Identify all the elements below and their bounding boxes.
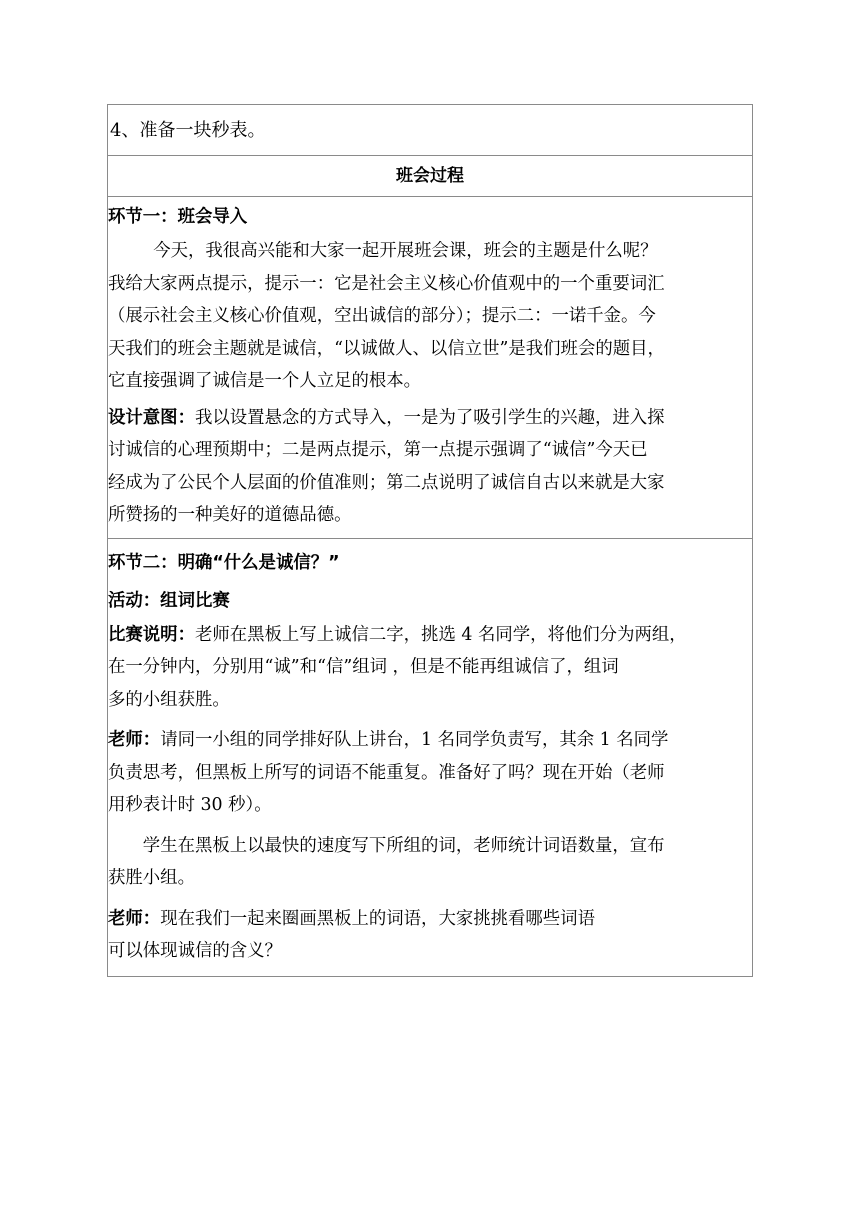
section1-body: [108, 235, 752, 398]
teacher-line: 现在我们一起来圈画黑板上的词语，大家挑挑看哪些词语: [160, 908, 595, 929]
process-heading-row: [108, 156, 752, 197]
section1-line: 今天，我很高兴能和大家一起开展班会课，班会的主题是什么呢？: [153, 241, 658, 261]
design-intent-line: 经成为了公民个人层面的价值准则；第二点说明了诚信自古以来就是大家: [108, 472, 665, 493]
teacher-line: 可以体现诚信的含义？: [108, 941, 282, 961]
section1-line: 天我们的班会主题就是诚信，“以诚做人、以信立世”是我们班会的题目，: [108, 338, 665, 359]
prep-item-4: 4、准备一块秒表。: [110, 120, 266, 141]
design-intent-line: 所赞扬的一种美好的道德品德。: [108, 505, 352, 525]
section1-line: 它直接强调了诚信是一个人立足的根本。: [108, 371, 422, 391]
teacher-line: 用秒表计时 30 秒）。: [108, 795, 272, 815]
teacher-line: 负责思考，但黑板上所写的词语不能重复。准备好了吗？现在开始（老师: [108, 762, 665, 783]
teacher-label: 老师：: [108, 730, 161, 750]
section2-cell: [108, 545, 752, 976]
teacher-instruction-1: [108, 724, 752, 822]
student-line: 学生在黑板上以最快的速度写下所组的词，老师统计词语数量，宣布: [142, 835, 665, 856]
contest-rules-line: 在一分钟内，分别用“诚”和“信”组词 ，但是不能再组诚信了，组词: [108, 657, 619, 677]
lesson-plan-table: [107, 104, 753, 977]
section1-line: （展示社会主义核心价值观，空出诚信的部分）；提示二：一诺千金。今: [108, 306, 656, 326]
design-intent-line: 讨诚信的心理预期中；二是两点提示，第一点提示强调了“诚信”今天已: [108, 440, 648, 460]
student-line: 获胜小组。: [108, 868, 195, 888]
section2-title: 环节二：明确“什么是诚信？”: [108, 552, 340, 573]
section1-title: 环节一：班会导入: [108, 207, 248, 227]
design-intent-label: 设计意图：: [108, 407, 195, 428]
contest-rules-line: 多的小组获胜。: [108, 689, 230, 710]
teacher-line: 请同一小组的同学排好队上讲台，1 名同学负责写，其余 1 名同学: [160, 730, 669, 750]
process-heading: 班会过程: [396, 166, 464, 186]
contest-rules: [108, 619, 752, 717]
teacher-instruction-2: [108, 903, 752, 968]
activity-title: 活动：组词比赛: [108, 590, 230, 611]
section1-line: 我给大家两点提示，提示一：它是社会主义核心价值观中的一个重要词汇: [108, 273, 665, 294]
contest-rules-line: 老师在黑板上写上诚信二字，挑选 4 名同学，将他们分为两组，: [194, 624, 687, 645]
design-intent: [108, 402, 752, 532]
prep-row: [108, 105, 752, 156]
design-intent-line: 我以设置悬念的方式导入，一是为了吸引学生的兴趣，进入探: [194, 407, 665, 428]
student-activity: [108, 830, 752, 895]
teacher-label: 老师：: [108, 908, 161, 929]
section1-cell: [108, 199, 752, 539]
contest-rules-label: 比赛说明：: [108, 624, 195, 645]
